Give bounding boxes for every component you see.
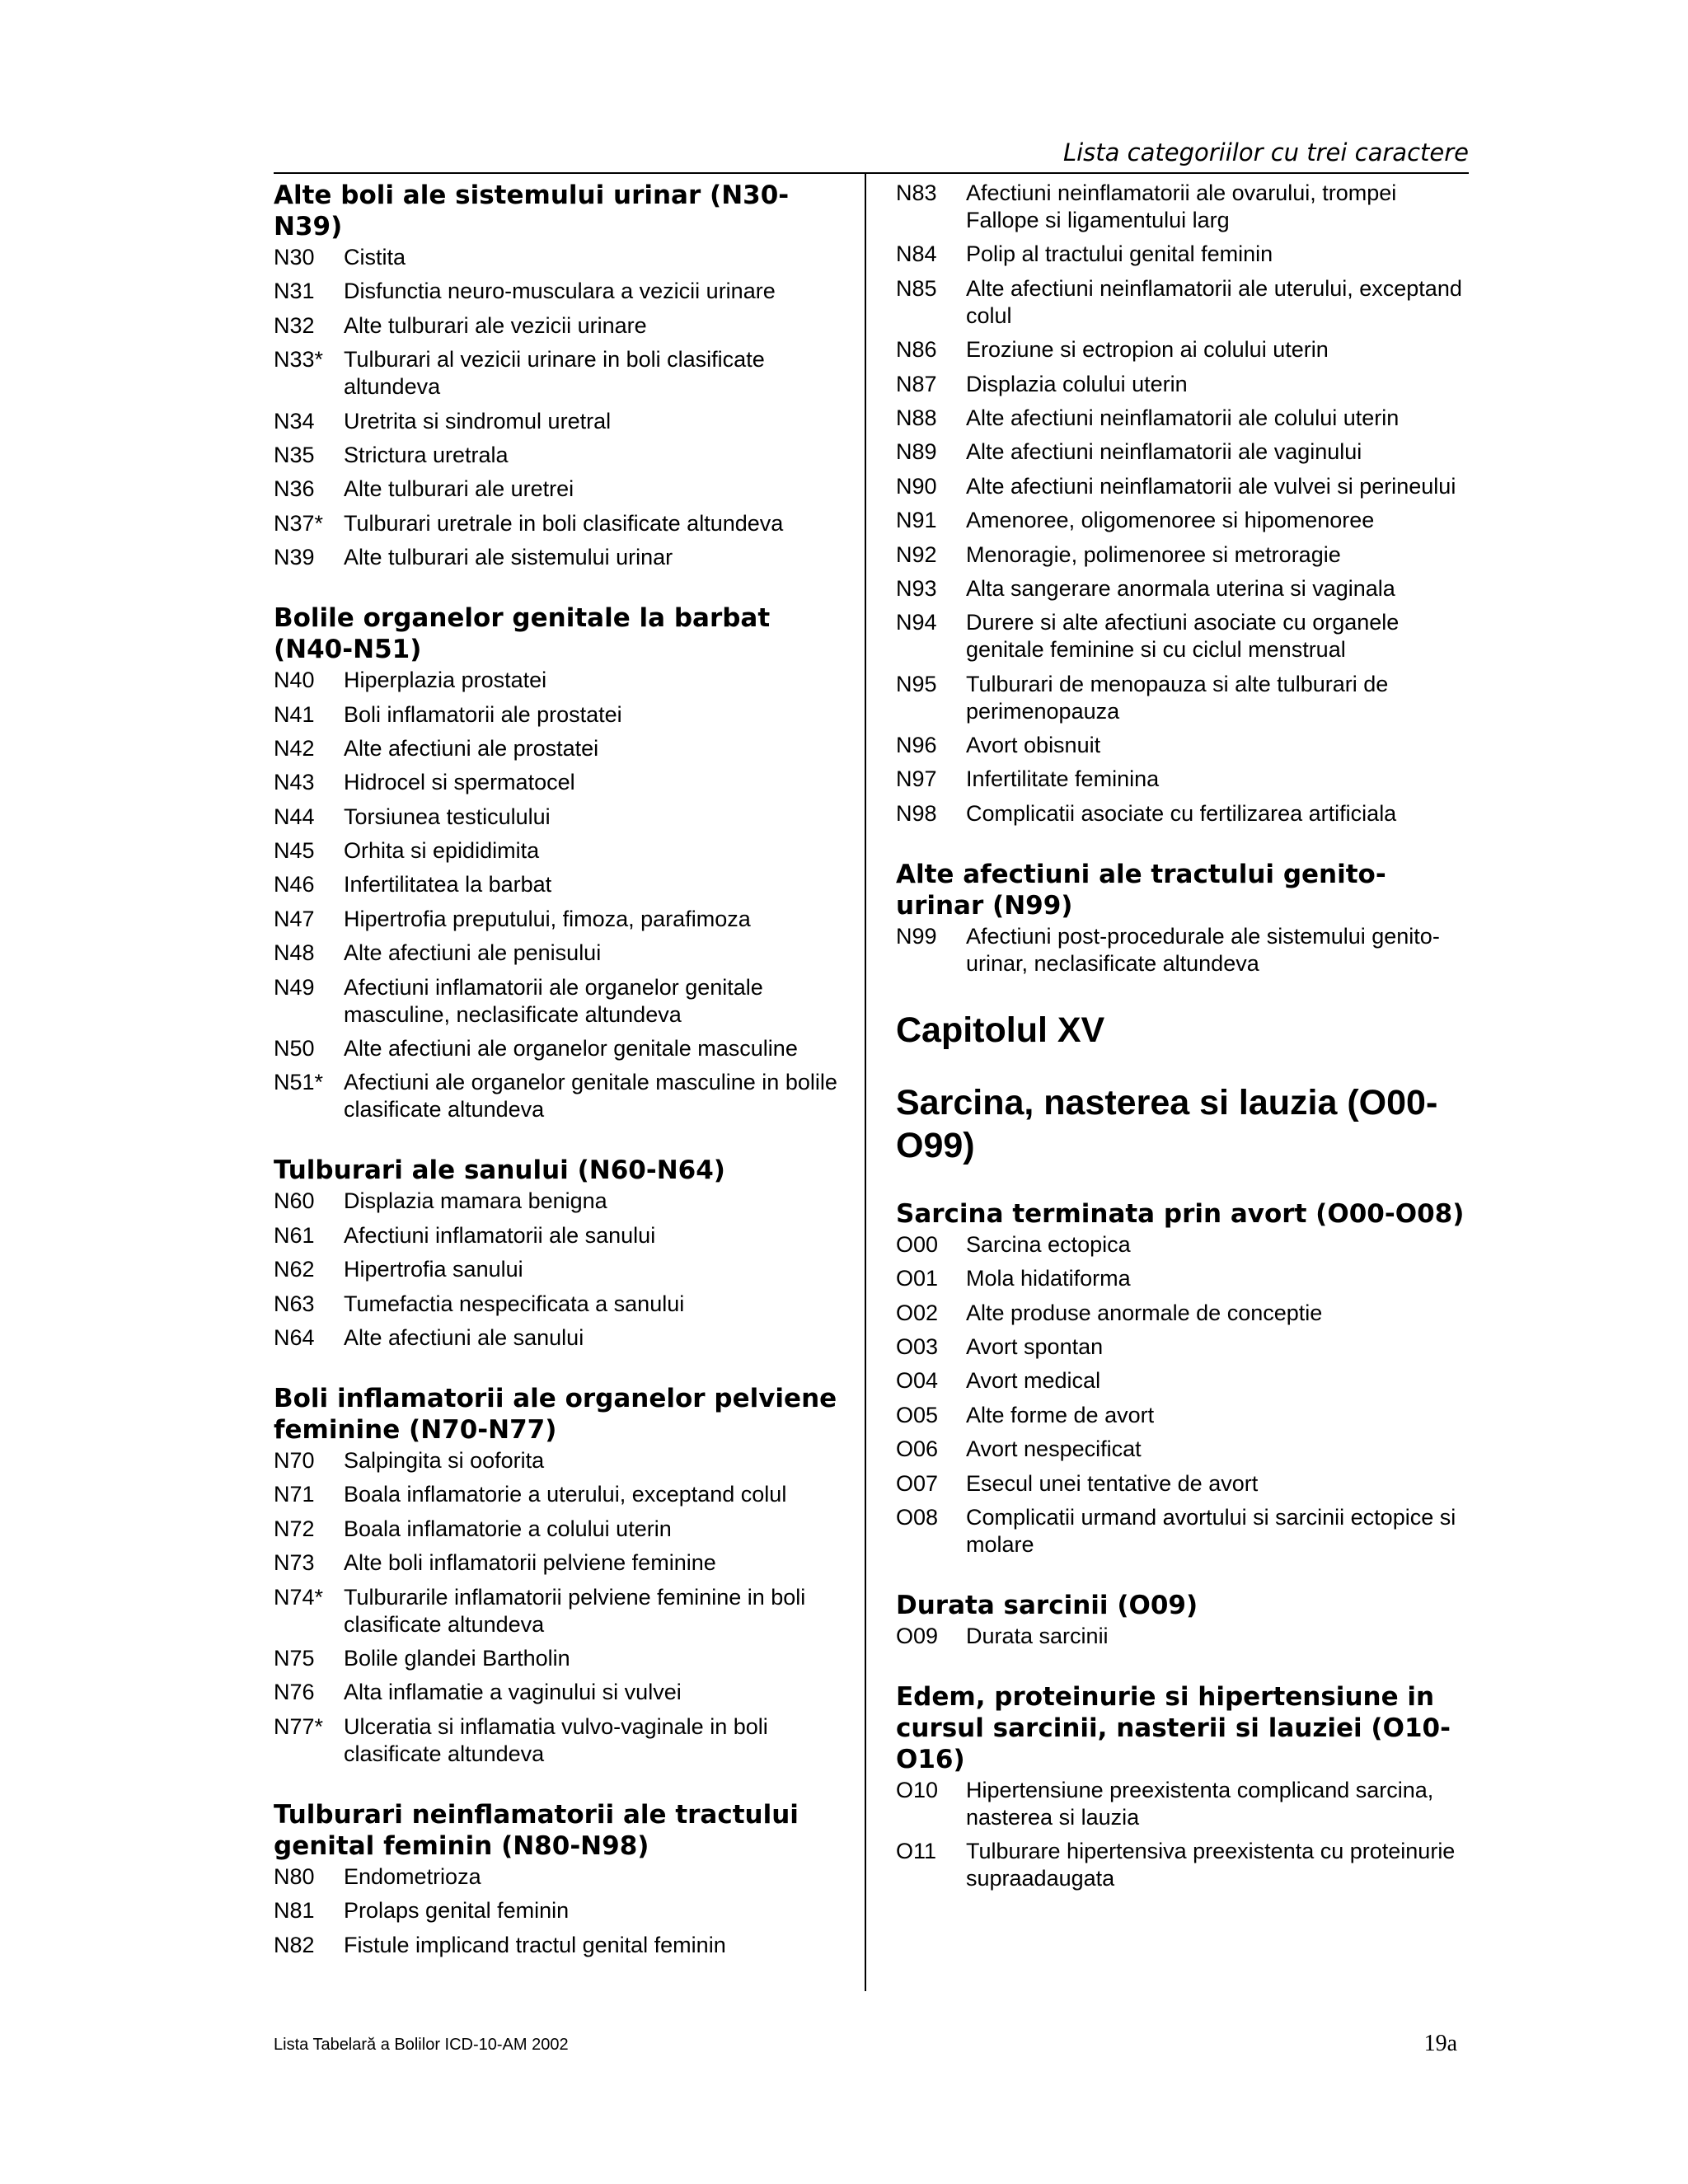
code-entry: [896, 671, 1473, 725]
code-entry: [896, 1623, 1473, 1650]
entry-code: N75: [274, 1645, 315, 1671]
entry-description: Tulburari de menopauza si alte tulburari de perimenopauza: [966, 671, 1389, 724]
entry-code: N61: [274, 1222, 315, 1248]
entry-code: N99: [896, 923, 937, 949]
code-entry: [896, 473, 1473, 500]
entry-code: N91: [896, 508, 937, 533]
entry-description: Endometrioza: [344, 1863, 481, 1889]
entry-code: N35: [274, 442, 315, 467]
entry-description: Avort nespecificat: [966, 1436, 1142, 1462]
code-entry: [896, 541, 1473, 569]
entry-code: N36: [274, 476, 315, 502]
entry-code: N89: [896, 439, 937, 465]
entry-code: N40: [274, 668, 315, 693]
entry-code: N81: [274, 1898, 315, 1924]
entry-description: Mola hidatiforma: [966, 1266, 1131, 1291]
entry-description: Alte produse anormale de conceptie: [966, 1300, 1323, 1325]
code-entry: [274, 1291, 851, 1318]
entry-description: Ulceratia si inflamatia vulvo-vaginale in boli clasificate altundeva: [344, 1713, 768, 1766]
entry-description: Alte tulburari ale sistemului urinar: [344, 545, 673, 570]
header-rule: [274, 172, 1469, 174]
code-entry: [896, 1436, 1473, 1463]
code-entry: [896, 241, 1473, 268]
entry-description: Complicatii urmand avortului si sarcinii ectopice si molare: [966, 1504, 1456, 1557]
entry-code: N85: [896, 275, 937, 301]
entry-description: Tulburari al vezicii urinare in boli clasificate altundeva: [344, 347, 765, 400]
code-entry: [896, 275, 1473, 330]
code-entry: [274, 769, 851, 796]
entry-description: Alte boli inflamatorii pelviene feminine: [344, 1550, 716, 1576]
entry-code: O03: [896, 1334, 939, 1360]
entry-description: Alte afectiuni ale organelor genitale masculine: [344, 1036, 798, 1062]
code-entry: [274, 1222, 851, 1249]
code-entry: [274, 1516, 851, 1543]
entry-code: N84: [896, 241, 937, 267]
entry-code: N41: [274, 701, 315, 727]
code-entry: [896, 1231, 1473, 1258]
entry-code: N48: [274, 940, 315, 966]
entry-description: Infertilitate feminina: [966, 766, 1160, 792]
code-entry: [896, 575, 1473, 602]
entry-code: O09: [896, 1623, 939, 1648]
code-entry: [274, 1549, 851, 1577]
entry-code: N32: [274, 312, 315, 338]
entry-code: N43: [274, 770, 315, 795]
entry-code: O10: [896, 1777, 939, 1802]
entry-description: Alte afectiuni neinflamatorii ale vulvei si perineului: [966, 473, 1456, 499]
entry-description: Boala inflamatorie a uterului, exceptand colul: [344, 1482, 787, 1507]
entry-code: N80: [274, 1863, 315, 1889]
code-entry: [274, 1584, 851, 1638]
code-entry: [896, 1504, 1473, 1558]
entry-description: Tulburari uretrale in boli clasificate altundeva: [344, 510, 784, 536]
code-entry: [896, 1265, 1473, 1292]
code-entry: [274, 1035, 851, 1062]
code-entry: [896, 438, 1473, 466]
entry-code: O11: [896, 1839, 937, 1864]
entry-code: N88: [896, 405, 937, 430]
code-entry: [274, 544, 851, 571]
entry-code: N76: [274, 1680, 315, 1705]
entry-description: Avort medical: [966, 1368, 1101, 1394]
entry-code: N37*: [274, 510, 324, 536]
entry-code: N97: [896, 766, 937, 792]
entry-description: Displazia mamara benigna: [344, 1188, 607, 1214]
entry-description: Tulburarile inflamatorii pelviene feminine in boli clasificate altundeva: [344, 1584, 806, 1637]
entry-code: N90: [896, 473, 937, 499]
code-entry: [274, 1897, 851, 1924]
entry-description: Disfunctia neuro-musculara a vezicii urinare: [344, 279, 776, 304]
entry-description: Alte afectiuni ale penisului: [344, 940, 602, 966]
entry-description: Uretrita si sindromul uretral: [344, 408, 612, 434]
code-entry: [896, 1402, 1473, 1429]
entry-code: N45: [274, 838, 315, 864]
entry-description: Eroziune si ectropion ai colului uterin: [966, 337, 1329, 363]
code-entry: [274, 1713, 851, 1768]
entry-code: N62: [274, 1257, 315, 1282]
entry-description: Avort obisnuit: [966, 733, 1101, 758]
entry-code: N50: [274, 1036, 315, 1062]
code-entry: [274, 442, 851, 469]
entry-code: N39: [274, 545, 315, 570]
entry-description: Polip al tractului genital feminin: [966, 241, 1273, 267]
chapter-number: Capitolul XV: [896, 1010, 1105, 1050]
code-entry: [896, 180, 1473, 234]
code-entry: [896, 1838, 1473, 1892]
code-entry: [896, 800, 1473, 827]
section-title: Tulburari ale sanului (N60-N64): [274, 1155, 725, 1186]
entry-code: N63: [274, 1291, 315, 1316]
entry-description: Tumefactia nespecificata a sanului: [344, 1291, 685, 1316]
code-entry: [274, 1645, 851, 1672]
code-entry: [274, 1932, 851, 1959]
entry-description: Bolile glandei Bartholin: [344, 1645, 570, 1671]
code-entry: [274, 1679, 851, 1706]
entry-code: N30: [274, 245, 315, 269]
section-title: Alte boli ale sistemului urinar (N30-N39): [274, 180, 790, 241]
entry-description: Hiperplazia prostatei: [344, 668, 547, 693]
entry-code: N72: [274, 1516, 315, 1541]
code-entry: [274, 906, 851, 933]
entry-description: Hipertrofia sanului: [344, 1257, 523, 1282]
entry-description: Alte afectiuni neinflamatorii ale colului uterin: [966, 405, 1400, 430]
entry-description: Amenoree, oligomenoree si hipomenoree: [966, 508, 1375, 533]
code-entry: [896, 507, 1473, 534]
entry-code: N44: [274, 804, 315, 829]
code-entry: [896, 732, 1473, 759]
entry-code: N34: [274, 408, 315, 434]
entry-code: N83: [896, 180, 937, 205]
entry-code: N70: [274, 1447, 315, 1473]
entry-code: N96: [896, 733, 937, 758]
section-title: Sarcina terminata prin avort (O00-O08): [896, 1198, 1465, 1229]
entry-code: N92: [896, 541, 937, 567]
code-entry: [274, 940, 851, 967]
entry-code: O01: [896, 1266, 939, 1291]
entry-description: Strictura uretrala: [344, 442, 509, 467]
entry-description: Displazia colului uterin: [966, 371, 1188, 396]
entry-code: N46: [274, 872, 315, 898]
entry-code: O06: [896, 1436, 939, 1462]
entry-description: Alte afectiuni neinflamatorii ale uterului, exceptand colul: [966, 275, 1462, 328]
entry-code: O00: [896, 1231, 939, 1257]
entry-code: N64: [274, 1324, 315, 1350]
entry-code: N49: [274, 974, 315, 1000]
footer-publication: Lista Tabelară a Bolilor ICD-10-AM 2002: [274, 2036, 569, 2054]
entry-code: N71: [274, 1482, 315, 1507]
entry-description: Hipertensiune preexistenta complicand sarcina, nasterea si lauzia: [966, 1777, 1434, 1830]
entry-description: Alte afectiuni neinflamatorii ale vaginului: [966, 439, 1362, 465]
code-entry: [274, 804, 851, 831]
entry-description: Complicatii asociate cu fertilizarea artificiala: [966, 800, 1397, 826]
code-entry: [896, 336, 1473, 363]
code-entry: [274, 1863, 851, 1891]
column-divider: [865, 174, 866, 1991]
entry-description: Avort spontan: [966, 1334, 1104, 1360]
code-entry: [274, 974, 851, 1029]
code-entry: [274, 667, 851, 694]
entry-code: O02: [896, 1300, 939, 1325]
left-column: [274, 180, 851, 1966]
code-entry: [274, 408, 851, 435]
section-title: Tulburari neinflamatorii ale tractului genital feminin (N80-N98): [274, 1799, 799, 1861]
code-entry: [274, 244, 851, 271]
entry-description: Orhita si epididimita: [344, 838, 540, 864]
code-entry: [274, 312, 851, 340]
entry-description: Hipertrofia preputului, fimoza, parafimoza: [344, 906, 751, 931]
code-entry: [274, 476, 851, 503]
entry-description: Alta sangerare anormala uterina si vaginala: [966, 575, 1395, 601]
entry-description: Salpingita si ooforita: [344, 1447, 545, 1473]
entry-code: O08: [896, 1504, 939, 1530]
right-column: [896, 180, 1473, 1900]
code-entry: [896, 1300, 1473, 1327]
entry-description: Afectiuni ale organelor genitale masculine in bolile clasificate altundeva: [344, 1070, 837, 1122]
entry-code: N47: [274, 906, 315, 931]
entry-code: N93: [896, 575, 937, 601]
entry-description: Alta inflamatie a vaginului si vulvei: [344, 1680, 682, 1705]
entry-description: Torsiunea testiculului: [344, 804, 551, 829]
code-entry: [896, 1777, 1473, 1831]
entry-description: Alte forme de avort: [966, 1402, 1155, 1427]
section-title: Boli inflamatorii ale organelor pelviene feminine (N70-N77): [274, 1383, 837, 1445]
entry-code: N77*: [274, 1713, 324, 1739]
entry-code: O05: [896, 1402, 939, 1427]
chapter-title: Sarcina, nasterea si lauzia (O00-O99): [896, 1082, 1438, 1165]
code-entry: [274, 1481, 851, 1508]
code-entry: [896, 371, 1473, 398]
section-title: Alte afectiuni ale tractului genito-urinar (N99): [896, 859, 1386, 921]
entry-code: N82: [274, 1932, 315, 1957]
entry-code: N87: [896, 371, 937, 396]
code-entry: [274, 1256, 851, 1283]
entry-code: N95: [896, 671, 937, 696]
running-header: Lista categoriilor cu trei caractere: [1062, 138, 1469, 166]
code-entry: [896, 609, 1473, 663]
entry-code: N60: [274, 1188, 315, 1214]
entry-description: Alte tulburari ale vezicii urinare: [344, 312, 647, 338]
entry-description: Afectiuni neinflamatorii ale ovarului, trompei Fallope si ligamentului larg: [966, 180, 1397, 232]
entry-description: Boala inflamatorie a colului uterin: [344, 1516, 672, 1541]
entry-code: N51*: [274, 1070, 324, 1095]
entry-description: Tulburare hipertensiva preexistenta cu proteinurie supraadaugata: [966, 1839, 1456, 1891]
code-entry: [274, 701, 851, 729]
code-entry: [896, 405, 1473, 432]
entry-description: Esecul unei tentative de avort: [966, 1470, 1259, 1496]
entry-code: O07: [896, 1470, 939, 1496]
section-title: Edem, proteinurie si hipertensiune in cursul sarcinii, nasterii si lauziei (O10-O16): [896, 1681, 1451, 1774]
code-entry: [274, 278, 851, 305]
entry-description: Infertilitatea la barbat: [344, 872, 552, 898]
entry-description: Alte afectiuni ale sanului: [344, 1324, 584, 1350]
entry-description: Hidrocel si spermatocel: [344, 770, 575, 795]
code-entry: [896, 1470, 1473, 1497]
code-entry: [274, 1188, 851, 1215]
entry-code: N31: [274, 279, 315, 304]
section-title: Bolile organelor genitale la barbat (N40-N51): [274, 603, 771, 665]
section-title: Durata sarcinii (O09): [896, 1590, 1198, 1620]
code-entry: [274, 871, 851, 898]
code-entry: [274, 510, 851, 537]
code-entry: [274, 1324, 851, 1352]
code-entry: [896, 766, 1473, 793]
entry-description: Durere si alte afectiuni asociate cu organele genitale feminine si cu ciclul menstrual: [966, 610, 1400, 663]
entry-description: Afectiuni inflamatorii ale sanului: [344, 1222, 656, 1248]
entry-description: Menoragie, polimenoree si metroragie: [966, 541, 1341, 567]
entry-description: Sarcina ectopica: [966, 1231, 1131, 1257]
entry-description: Alte afectiuni ale prostatei: [344, 735, 599, 761]
entry-code: N98: [896, 800, 937, 826]
entry-code: N73: [274, 1550, 315, 1576]
code-entry: [274, 735, 851, 762]
entry-description: Afectiuni inflamatorii ale organelor genitale masculine, neclasificate altundeva: [344, 974, 763, 1027]
entry-code: N74*: [274, 1584, 324, 1610]
entry-code: N42: [274, 735, 315, 761]
page-number: 19a: [1423, 2031, 1457, 2056]
code-entry: [274, 346, 851, 401]
code-entry: [274, 1447, 851, 1474]
entry-code: N33*: [274, 347, 324, 373]
code-entry: [274, 837, 851, 865]
entry-description: Durata sarcinii: [966, 1623, 1109, 1648]
code-entry: [896, 1367, 1473, 1394]
code-entry: [896, 1333, 1473, 1361]
entry-code: O04: [896, 1368, 939, 1394]
entry-description: Afectiuni post-procedurale ale sistemului genito-urinar, neclasificate altundeva: [966, 923, 1440, 976]
code-entry: [274, 1069, 851, 1123]
entry-description: Boli inflamatorii ale prostatei: [344, 701, 622, 727]
entry-description: Prolaps genital feminin: [344, 1898, 570, 1924]
entry-code: N94: [896, 610, 937, 635]
entry-description: Cistita: [344, 245, 406, 269]
entry-code: N86: [896, 337, 937, 363]
entry-description: Fistule implicand tractul genital feminin: [344, 1932, 726, 1957]
entry-description: Alte tulburari ale uretrei: [344, 476, 574, 502]
code-entry: [896, 923, 1473, 977]
